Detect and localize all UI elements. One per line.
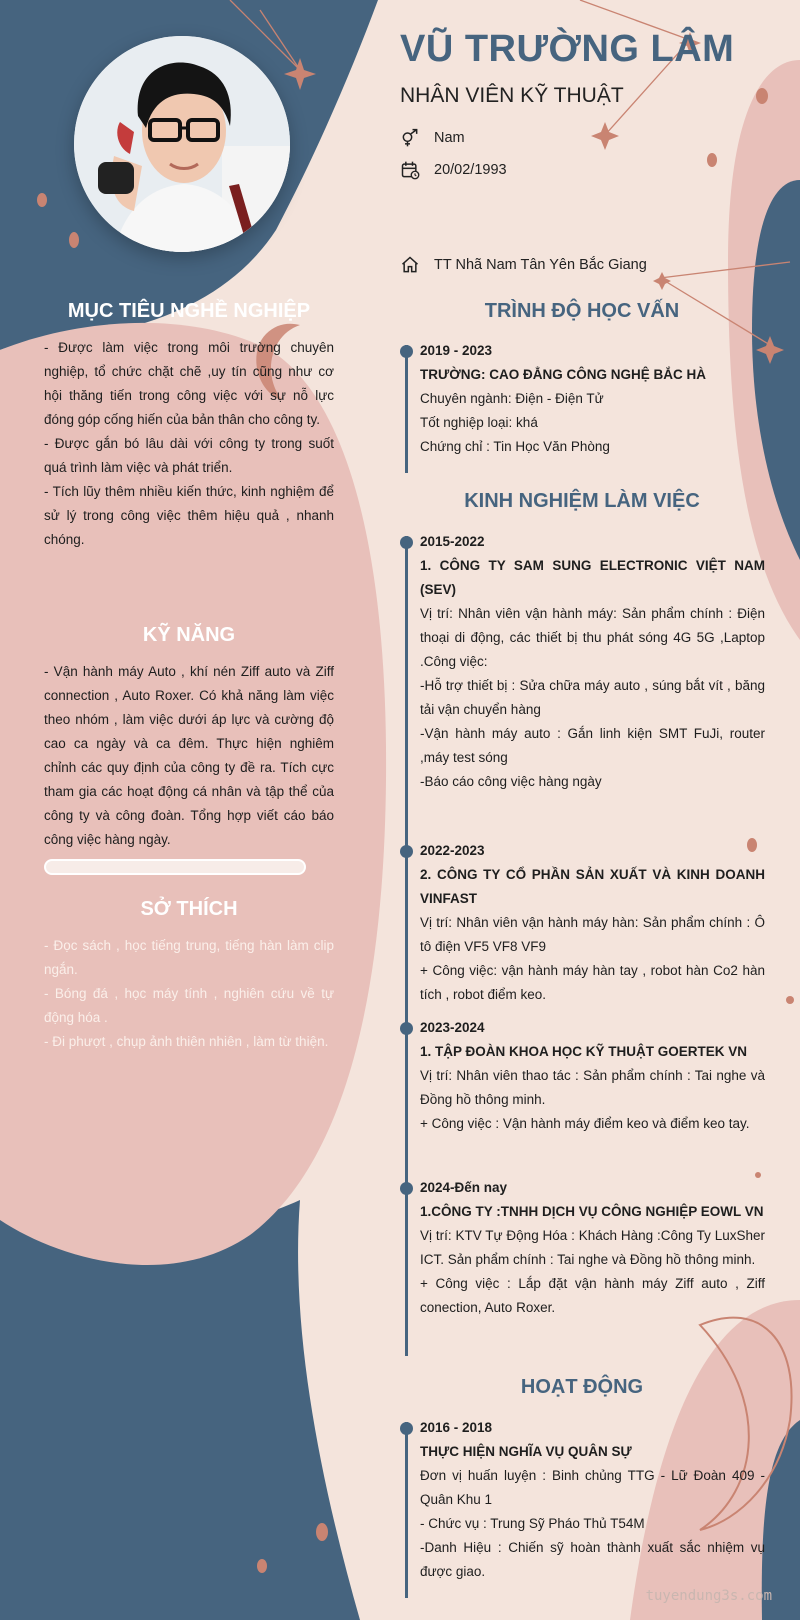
hobby-line: - Bóng đá , học máy tính , nghiên cứu về tự động hóa . — [44, 986, 334, 1025]
timeline-dot — [400, 345, 413, 358]
experience-line: + Công việc : Vận hành máy điểm keo và điểm keo tay. — [420, 1116, 750, 1131]
experience-entry — [420, 530, 765, 794]
hobby-line: - Đi phượt , chụp ảnh thiên nhiên , làm từ thiện. — [44, 1034, 329, 1049]
gender-icon — [400, 128, 420, 148]
hobbies-text — [44, 934, 334, 1054]
avatar — [74, 36, 290, 252]
experience-years: 2022-2023 — [420, 843, 485, 858]
experience-entry — [420, 1176, 765, 1320]
experience-line: -Vận hành máy auto : Gắn linh kiện SMT FuJi, router ,máy test sóng — [420, 726, 765, 765]
experience-title: KINH NGHIỆM LÀM VIỆC — [464, 490, 700, 512]
experience-line: + Công việc : Lắp đặt vận hành máy Ziff auto , Ziff conection, Auto Roxer. — [420, 1276, 765, 1315]
experience-years: 2023-2024 — [420, 1020, 485, 1035]
hobby-line: - Đọc sách , học tiếng trung, tiếng hàn làm clip ngắn. — [44, 938, 334, 977]
experience-years: 2024-Đến nay — [420, 1180, 508, 1195]
watermark: tuyendung3s.com — [645, 1588, 772, 1604]
experience-line: Vị trí: Nhân viên vận hành máy hàn: Sản phẩm chính : Ô tô điện VF5 VF8 VF9 — [420, 915, 765, 954]
experience-company: 1.CÔNG TY :TNHH DỊCH VỤ CÔNG NGHIỆP EOWL VN — [420, 1204, 764, 1219]
education-school: TRƯỜNG: CAO ĐẲNG CÔNG NGHỆ BẮC HÀ — [420, 367, 706, 382]
experience-company: 1. CÔNG TY SAM SUNG ELECTRONIC VIỆT NAM (SEV) — [420, 558, 765, 597]
gender-row — [400, 128, 465, 148]
education-timeline — [405, 345, 408, 473]
hobbies-title: SỞ THÍCH — [140, 898, 238, 920]
activities-title: HOẠT ĐỘNG — [520, 1376, 644, 1398]
activity-line: Đơn vị huấn luyện : Binh chủng TTG - Lữ Đoàn 409 - Quân Khu 1 — [420, 1468, 765, 1507]
experience-timeline — [405, 536, 408, 1356]
gender-value: Nam — [434, 130, 465, 146]
education-title: TRÌNH ĐỘ HỌC VẤN — [484, 300, 680, 322]
objective-line: - Tích lũy thêm nhiều kiến thức, kinh nghiệm để sử lý trong công việc thêm hiệu quả , nhanh chóng. — [44, 484, 334, 547]
job-title: NHÂN VIÊN KỸ THUẬT — [400, 84, 624, 107]
calendar-icon — [400, 160, 420, 180]
experience-line: Vị trí: Nhân viên vận hành máy: Sản phẩm chính : Điện thoại di động, các thiết bị thu phát sóng 4G 5G ,Laptop .Công việc: — [420, 606, 765, 669]
activity-heading: THỰC HIỆN NGHĨA VỤ QUÂN SỰ — [420, 1444, 632, 1459]
experience-company: 1. TẬP ĐOÀN KHOA HỌC KỸ THUẬT GOERTEK VN — [420, 1044, 748, 1059]
birthday-row — [400, 160, 507, 180]
activity-line: - Chức vụ : Trung Sỹ Pháo Thủ T54M — [420, 1516, 645, 1531]
objective-line: - Được làm việc trong môi trường chuyên nghiệp, tổ chức chặt chẽ ,uy tín cũng như cơ hội thăng tiến trong công việc với sự nỗ lực đóng góp cống hiến của bản thân cho công ty. — [44, 340, 334, 427]
objective-title: MỤC TIÊU NGHỀ NGHIỆP — [67, 300, 311, 322]
education-line: Chứng chỉ : Tin Học Văn Phòng — [420, 439, 610, 454]
timeline-dot — [400, 845, 413, 858]
avatar-illustration — [74, 36, 290, 252]
skills-text: - Vận hành máy Auto , khí nén Ziff auto và Ziff connection , Auto Roxer. Có khả năng làm việc theo nhóm , làm việc dưới áp lực và cường độ cao ca ngày và ca đêm. Thực hiện nghiêm chỉnh các quy định của công ty đề ra. Tích cực tham gia các hoạt động cá nhân và tập thể của công ty và công đoàn. Tổng hợp viết cáo báo công việc hàng ngày. — [44, 664, 334, 847]
education-line: Tốt nghiệp loại: khá — [420, 415, 538, 430]
activity-years: 2016 - 2018 — [420, 1420, 493, 1435]
birthday-value: 20/02/1993 — [434, 162, 507, 178]
experience-company: 2. CÔNG TY CỔ PHẦN SẢN XUẤT VÀ KINH DOANH VINFAST — [420, 867, 765, 906]
experience-years: 2015-2022 — [420, 534, 485, 549]
activity-entry — [420, 1416, 765, 1584]
full-name: VŨ TRƯỜNG LÂM — [400, 28, 735, 70]
activities-timeline — [405, 1422, 408, 1598]
experience-entry — [420, 839, 765, 1007]
education-line: Chuyên ngành: Điện - Điện Tử — [420, 391, 604, 406]
skill-bar — [44, 859, 306, 875]
objective-line: - Được gắn bó lâu dài với công ty trong suốt quá trình làm việc và phát triển. — [44, 436, 334, 475]
activity-line: -Danh Hiệu : Chiến sỹ hoàn thành xuất sắc nhiệm vụ được giao. — [420, 1540, 765, 1579]
experience-line: -Báo cáo công việc hàng ngày — [420, 774, 602, 789]
experience-entry — [420, 1016, 765, 1136]
timeline-dot — [400, 1422, 413, 1435]
skills-title: KỸ NĂNG — [142, 624, 236, 646]
experience-line: Vị trí: KTV Tự Động Hóa : Khách Hàng :Công Ty LuxSher ICT. Sản phẩm chính : Tai nghe và Đồng hồ thông minh. — [420, 1228, 765, 1267]
education-entry — [420, 339, 765, 459]
address-row — [400, 255, 647, 275]
experience-line: Vị trí: Nhân viên thao tác : Sản phẩm chính : Tai nghe và Đồng hồ thông minh. — [420, 1068, 765, 1107]
timeline-dot — [400, 1022, 413, 1035]
objective-text — [44, 336, 334, 552]
address-value: TT Nhã Nam Tân Yên Bắc Giang — [434, 257, 647, 273]
home-icon — [400, 255, 420, 275]
experience-line: + Công việc: vận hành máy hàn tay , robot hàn Co2 hàn tích , robot điểm keo. — [420, 963, 765, 1002]
timeline-dot — [400, 1182, 413, 1195]
experience-line: -Hỗ trợ thiết bị : Sửa chữa máy auto , súng bắt vít , băng tải vận chuyển hàng — [420, 678, 765, 717]
education-years: 2019 - 2023 — [420, 343, 493, 358]
timeline-dot — [400, 536, 413, 549]
